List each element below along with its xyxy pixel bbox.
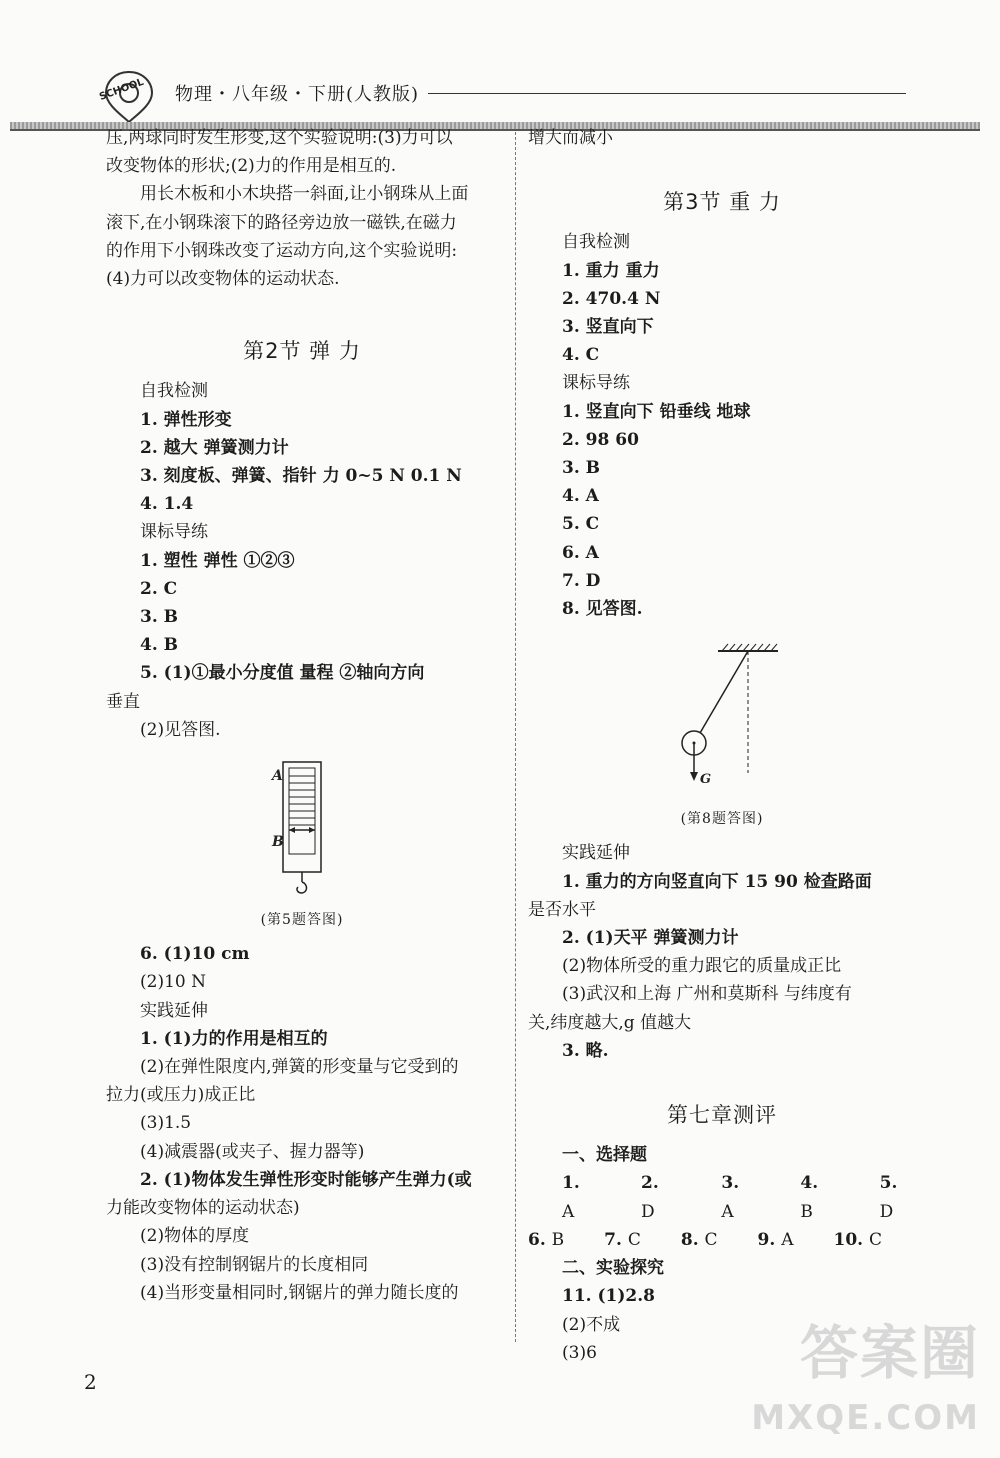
section-title-elastic-force: 第2节 弹 力 [243,339,361,364]
lesson-label: 课标导练 [562,373,630,394]
paragraph-line: 滚下,在小钢珠滚下的路径旁边放一磁铁,在磁力 [106,212,457,233]
answer-line: 6. A [562,542,599,563]
lesson-label: 课标导练 [140,522,208,543]
answer-line: 2. (1)物体发生弹性形变时能够产生弹力(或 [140,1169,472,1190]
choice-answers-row-2 [528,1226,916,1254]
answer-line: (2)不成 [562,1314,621,1335]
answer-line: 3. B [562,458,601,479]
right-column [528,124,916,1367]
answer-line: 1. 竖直向下 铅垂线 地球 [562,401,751,422]
answer-line: 3. B [140,607,179,628]
continued-line: 改变物体的形状;(2)力的作用是相互的. [106,156,397,177]
answer-line: 4. B [140,635,179,656]
answer-line: 4. A [562,486,599,507]
answer-line: 1. 重力 重力 [562,260,660,281]
figure-caption: (第8题答图) [680,811,764,828]
answer-line: 2. 越大 弹簧测力计 [140,437,289,458]
watermark-url: MXQE.COM [751,1398,980,1438]
answer-wrap-line: 垂直 [106,691,140,712]
continued-line: 增大而减小 [528,128,613,148]
chapter-test-title: 第七章测评 [667,1103,777,1128]
answer-line: (4)减震器(或夹子、握力器等) [140,1141,365,1162]
answer-line: (2)在弹性限度内,弹簧的形变量与它受到的 [140,1057,459,1078]
choice-answer: 6. B [528,1229,565,1250]
answer-line: 1. 重力的方向竖直向下 15 90 检查路面 [562,871,872,892]
paragraph-line: (4)力可以改变物体的运动状态. [106,269,340,290]
left-column [106,124,498,1307]
answer-line: 11. (1)2.8 [562,1286,655,1307]
choice-answer: 5. D [879,1173,898,1222]
practice-label: 实践延伸 [562,843,630,864]
answer-line: 1. 塑性 弹性 ①②③ [140,550,295,571]
paragraph-line: 的作用下小钢珠改变了运动方向,这个实验说明: [106,240,458,261]
answer-line: (3)武汉和上海 广州和莫斯科 与纬度有 [562,984,852,1005]
answer-line: (3)没有控制钢锯片的长度相同 [140,1254,369,1275]
choice-answer: 4. B [800,1173,819,1222]
answer-line: (2)见答图. [140,719,221,740]
answer-line: (2)物体的厚度 [140,1226,250,1247]
answer-wrap-line: 是否水平 [528,899,596,920]
choice-answer: 7. C [604,1229,641,1250]
section-title-gravity: 第3节 重 力 [663,190,781,215]
force-label-g: G [700,772,712,788]
answer-line: 2. 470.4 N [562,288,661,309]
answer-line: 2. (1)天平 弹簧测力计 [562,928,739,949]
answer-line: 2. C [140,578,178,599]
page-number: 2 [84,1370,97,1394]
label-a: A [272,768,283,785]
answer-line: (4)当形变量相同时,钢锯片的弹力随长度的 [140,1282,459,1303]
part2-label: 二、实验探究 [562,1258,664,1279]
self-check-label: 自我检测 [562,232,630,253]
answer-line: 1. (1)力的作用是相互的 [140,1028,328,1049]
page-header-title: 物理・八年级・下册(人教版) [175,84,420,105]
answer-line: 2. 98 60 [562,429,639,450]
answer-line: 7. D [562,570,601,591]
spring-scale-figure [106,754,498,904]
choice-answer: 8. C [680,1229,718,1250]
pendulum-figure [528,633,916,803]
answer-line: (2)物体所受的重力跟它的质量成正比 [562,956,842,977]
answer-wrap-line: 拉力(或压力)成正比 [106,1085,256,1106]
answer-line: 6. (1)10 cm [140,944,250,965]
answer-line: 4. 1.4 [140,494,194,515]
choice-answer: 3. A [721,1173,740,1222]
choice-answer: 1. A [562,1173,580,1222]
answer-line: (3)6 [562,1342,597,1363]
answer-line: 8. 见答图. [562,599,643,620]
choice-answers-row-1 [528,1169,916,1225]
figure-caption: (第5题答图) [260,912,344,929]
practice-label: 实践延伸 [140,1000,208,1021]
paragraph-line: 用长木板和小木块搭一斜面,让小钢珠从上面 [140,184,469,205]
answer-line: (3)1.5 [140,1113,192,1134]
part1-label: 一、选择题 [562,1145,647,1166]
answer-line: 3. 刻度板、弹簧、指针 力 0~5 N 0.1 N [140,466,462,487]
answer-line: 4. C [562,345,600,366]
school-logo-icon [98,68,160,124]
answer-wrap-line: 关,纬度越大,g 值越大 [528,1012,692,1033]
answer-line: 5. (1)①最小分度值 量程 ②轴向方向 [140,663,425,684]
column-divider [515,132,516,1342]
choice-answer: 9. A [757,1229,794,1250]
logo-text: SCHOOL [98,76,146,103]
answer-wrap-line: 力能改变物体的运动状态) [106,1198,300,1219]
choice-answer: 2. D [641,1173,659,1222]
header-rule [428,93,906,94]
answer-line: 3. 竖直向下 [562,317,654,338]
self-check-label: 自我检测 [140,381,208,402]
watermark-text: 答案圈 [799,1319,980,1387]
continued-line: 压,两球同时发生形变,这个实验说明:(3)力可以 [106,128,453,148]
answer-line: 3. 略. [562,1040,609,1061]
label-b: B [272,834,284,851]
answer-line: 5. C [562,514,600,535]
choice-answer: 10. C [833,1229,883,1250]
answer-line: 1. 弹性形变 [140,409,232,430]
answer-line: (2)10 N [140,972,206,993]
